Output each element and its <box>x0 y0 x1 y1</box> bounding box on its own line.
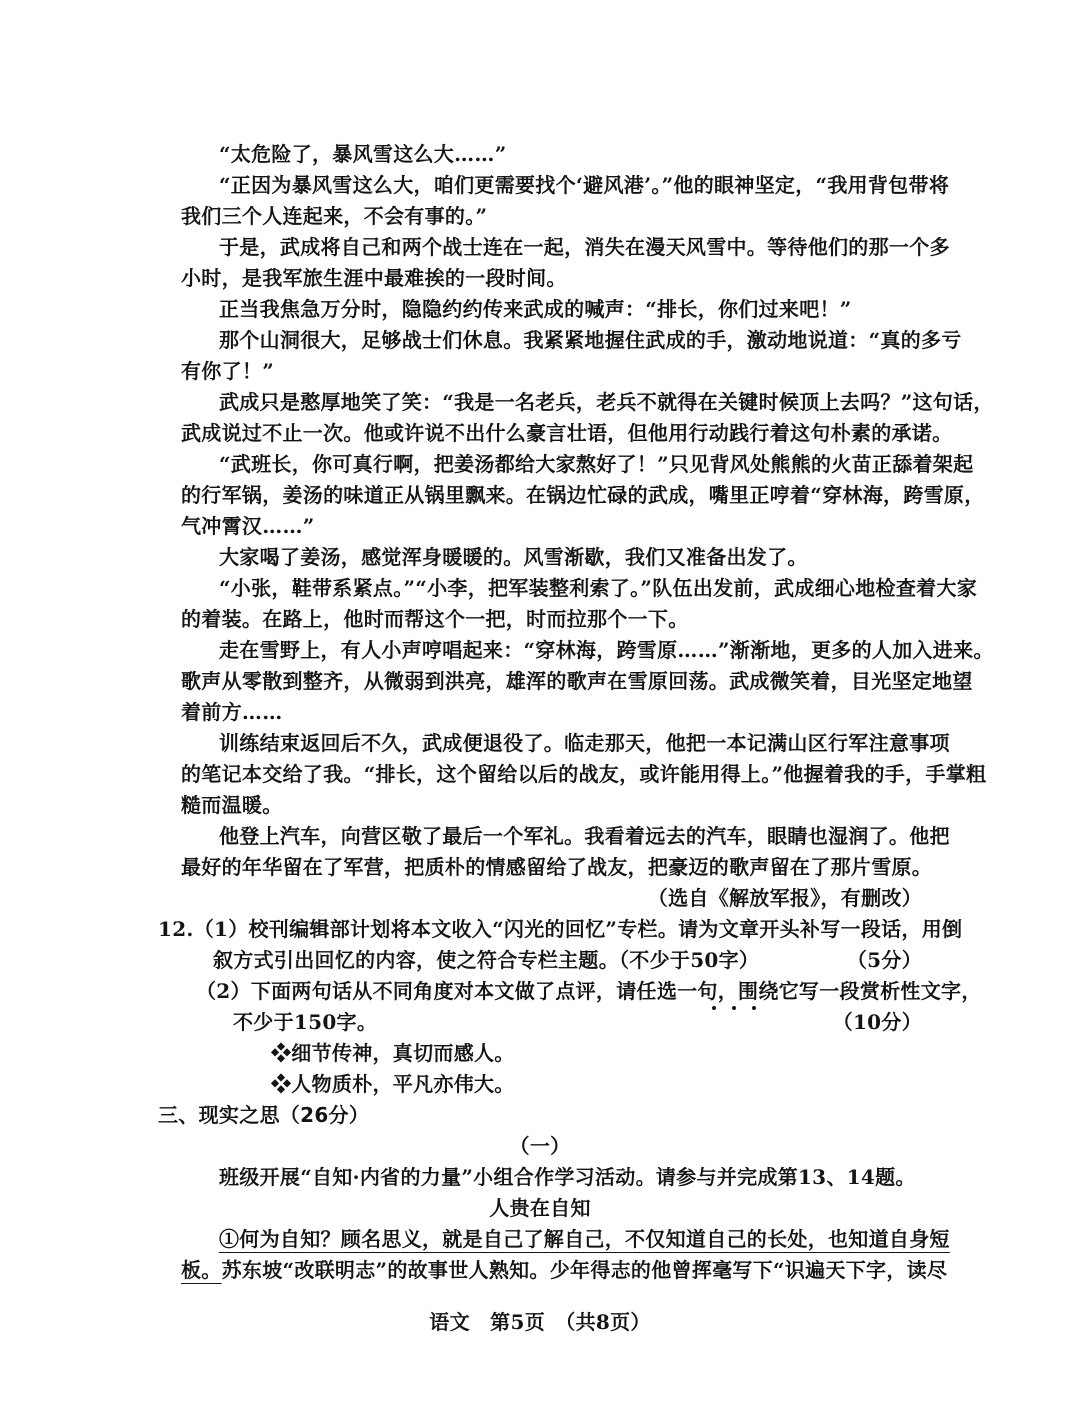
page-footer: 语文 第5页 （共8页） <box>429 1310 651 1334</box>
story-line: 那个山洞很大，足够战士们休息。我紧紧地握住武成的手，激动地说道：“真的多亏 <box>219 328 962 352</box>
story-line: 气冲霄汉……” <box>181 514 315 538</box>
story-line: 的着装。在路上，他时而帮这个一把，时而拉那个一下。 <box>181 607 689 631</box>
story-line: “小张，鞋带系紧点。”“小李，把军装整利索了。”队伍出发前，武成细心地检查着大家 <box>219 576 978 600</box>
story-line: 武成说过不止一次。他或许说不出什么豪言壮语，但他用行动践行着这句朴素的承诺。 <box>181 421 953 445</box>
question-12-part-2-cont: 不少于150字。 <box>233 1010 378 1034</box>
option-item: ❖人物质朴，平凡亦伟大。 <box>271 1072 515 1096</box>
story-line: 糙而温暖。 <box>181 793 283 817</box>
question-12-part-2: （2）下面两句话从不同角度对本文做了点评，请任选一句，围绕它写一段赏析性文字， <box>196 979 982 1003</box>
essay-para-1-cont <box>181 1256 947 1284</box>
source-note: （选自《解放军报》，有删改） <box>647 886 922 910</box>
story-line: 正当我焦急万分时，隐隐约约传来武成的喊声：“排长，你们过来吧！” <box>219 297 852 321</box>
story-line: “太危险了，暴风雪这么大……” <box>219 142 507 166</box>
story-line: 有你了！” <box>181 359 275 383</box>
emphasis-dot <box>752 1006 756 1010</box>
score-q12-2: （10分） <box>832 1010 922 1034</box>
question-12-part-1-cont: 叙方式引出回忆的内容，使之符合专栏主题。（不少于50字） <box>213 948 760 972</box>
essay-title: 人贵在自知 <box>489 1196 591 1220</box>
essay-para-1: ①何为自知？顾名思义，就是自己了解自己，不仅知道自己的长处，也知道自身短 <box>219 1227 950 1251</box>
story-line: 小时，是我军旅生涯中最难挨的一段时间。 <box>181 266 567 290</box>
underlined-text: 板。 <box>181 1258 222 1282</box>
section-heading: 三、现实之思（26分） <box>158 1103 370 1127</box>
story-line: “正因为暴风雪这么大，咱们更需要找个‘避风港’。”他的眼神坚定，“我用背包带将 <box>219 173 950 197</box>
story-line: 走在雪野上，有人小声哼唱起来：“穿林海，跨雪原……”渐渐地，更多的人加入进来。 <box>219 638 994 662</box>
story-line: 的笔记本交给了我。“排长，这个留给以后的战友，或许能用得上。”他握着我的手，手掌粗 <box>181 762 987 786</box>
part-number: （一） <box>509 1134 571 1158</box>
activity-intro: 班级开展“自知·内省的力量”小组合作学习活动。请参与并完成第13、14题。 <box>219 1165 916 1189</box>
story-line: “武班长，你可真行啊，把姜汤都给大家熬好了！”只见背风处熊熊的火苗正舔着架起 <box>219 452 974 476</box>
story-line: 大家喝了姜汤，感觉浑身暖暖的。风雪渐歇，我们又准备出发了。 <box>219 545 808 569</box>
story-line: 最好的年华留在了军营，把质朴的情感留给了战友，把豪迈的歌声留在了那片雪原。 <box>181 855 933 879</box>
option-item: ❖细节传神，真切而感人。 <box>271 1041 515 1065</box>
story-line: 我们三个人连起来，不会有事的。” <box>181 204 488 228</box>
story-line: 着前方…… <box>181 700 283 724</box>
story-line: 歌声从零散到整齐，从微弱到洪亮，雄浑的歌声在雪原回荡。武成微笑着，目光坚定地望 <box>181 669 973 693</box>
question-12-part-1: 12.（1）校刊编辑部计划将本文收入“闪光的回忆”专栏。请为文章开头补写一段话，用倒 <box>158 917 963 941</box>
plain-text: 苏东坡“改联明志”的故事世人熟知。少年得志的他曾挥毫写下“识遍天下字，读尽 <box>221 1258 948 1282</box>
story-line: 于是，武成将自己和两个战士连在一起，消失在漫天风雪中。等待他们的那一个多 <box>219 235 950 259</box>
story-line: 训练结束返回后不久，武成便退役了。临走那天，他把一本记满山区行军注意事项 <box>219 731 950 755</box>
story-line: 他登上汽车，向营区敬了最后一个军礼。我看着远去的汽车，眼睛也湿润了。他把 <box>219 824 950 848</box>
story-line: 武成只是憨厚地笑了笑：“我是一名老兵，老兵不就得在关键时候顶上去吗？”这句话， <box>219 390 994 414</box>
emphasis-dot <box>732 1006 736 1010</box>
emphasis-dot <box>712 1006 716 1010</box>
story-line: 的行军锅，姜汤的味道正从锅里飘来。在锅边忙碌的武成，嘴里正哼着“穿林海，跨雪原， <box>181 483 985 507</box>
score-q12-1: （5分） <box>846 948 922 972</box>
